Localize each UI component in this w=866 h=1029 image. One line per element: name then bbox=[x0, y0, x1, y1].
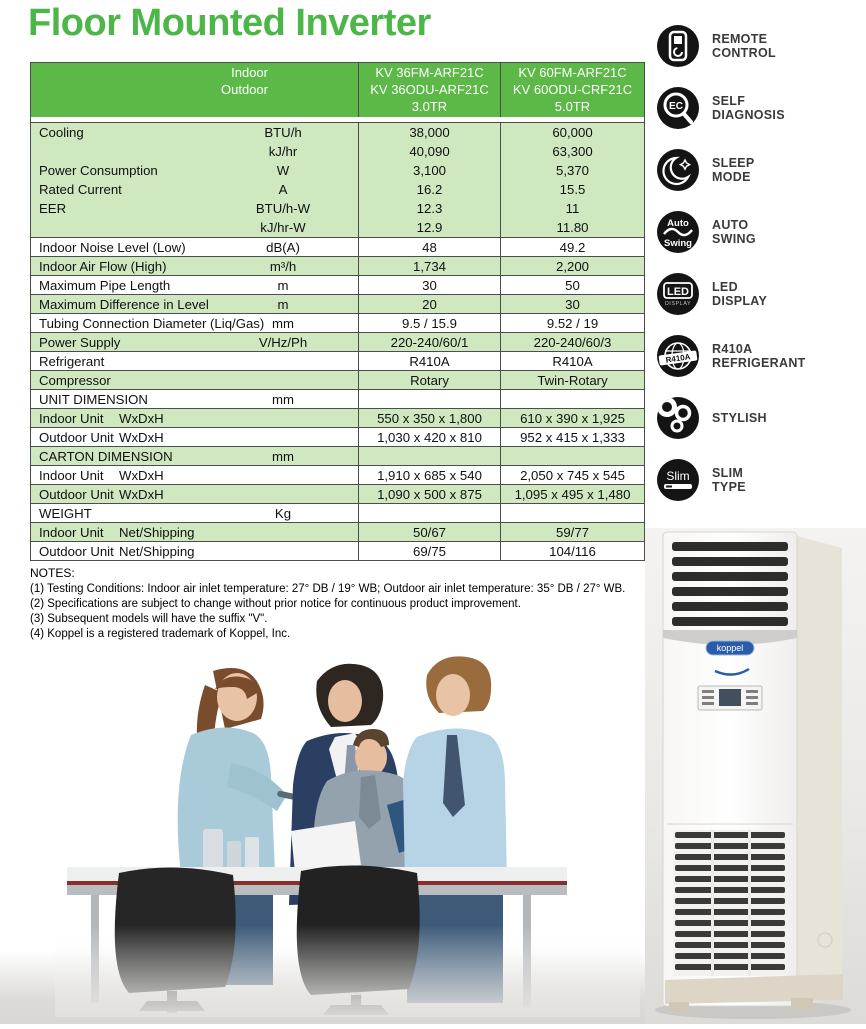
table-row bbox=[31, 142, 644, 161]
table-row bbox=[31, 427, 644, 446]
row-sublabel: Net/Shipping bbox=[119, 524, 195, 540]
row-value-model1: R410A bbox=[358, 352, 500, 370]
row-value-model1: 69/75 bbox=[358, 542, 500, 560]
control-panel bbox=[698, 686, 762, 710]
table-row bbox=[31, 332, 644, 351]
row-value-model2 bbox=[500, 390, 644, 408]
spec-table bbox=[30, 62, 645, 561]
svg-text:EC: EC bbox=[669, 101, 683, 112]
row-label-cell bbox=[31, 371, 358, 389]
row-label-cell bbox=[31, 447, 358, 465]
row-sublabel: WxDxH bbox=[119, 410, 164, 426]
row-label: Outdoor Unit bbox=[39, 543, 114, 559]
table-row bbox=[31, 199, 644, 218]
row-label-cell bbox=[31, 466, 358, 484]
row-unit: mm bbox=[272, 448, 294, 464]
row-label: Indoor Unit bbox=[39, 410, 104, 426]
row-value-model2: 220-240/60/3 bbox=[500, 333, 644, 351]
row-label: CARTON DIMENSION bbox=[39, 448, 173, 464]
row-label: EER bbox=[39, 201, 67, 216]
row-value-model2 bbox=[500, 504, 644, 522]
row-value-model2: 2,050 x 745 x 545 bbox=[500, 466, 644, 484]
row-label: Compressor bbox=[39, 372, 111, 388]
row-value-model2: 11.80 bbox=[500, 218, 644, 237]
feature-label: R410A REFRIGERANT bbox=[712, 342, 806, 370]
table-row bbox=[31, 256, 644, 275]
row-unit: dB(A) bbox=[266, 239, 300, 255]
row-value-model1: 12.3 bbox=[358, 199, 500, 218]
row-label-cell bbox=[31, 314, 358, 332]
row-label-cell bbox=[31, 199, 358, 218]
slim-type-icon bbox=[656, 458, 700, 502]
row-value-model2: 15.5 bbox=[500, 180, 644, 199]
row-sublabel: WxDxH bbox=[119, 429, 164, 445]
page-title: Floor Mounted Inverter bbox=[28, 2, 431, 44]
row-label: Indoor Unit bbox=[39, 524, 104, 540]
ac-unit-photo bbox=[645, 528, 866, 1024]
note-item: (3) Subsequent models will have the suffix "V". bbox=[30, 613, 268, 625]
row-label-cell bbox=[31, 485, 358, 503]
table-row bbox=[31, 275, 644, 294]
row-label-cell bbox=[31, 238, 358, 256]
row-value-model1 bbox=[358, 504, 500, 522]
people-photo bbox=[55, 645, 640, 1017]
row-sublabel: WxDxH bbox=[119, 486, 164, 502]
row-value-model2: 60,000 bbox=[500, 123, 644, 142]
row-label-cell bbox=[31, 295, 358, 313]
row-label-cell bbox=[31, 218, 358, 237]
row-label: Indoor Air Flow (High) bbox=[39, 258, 167, 274]
svg-text:Slim: Slim bbox=[666, 469, 690, 483]
row-value-model2: R410A bbox=[500, 352, 644, 370]
table-row bbox=[31, 503, 644, 522]
feature-remote-control bbox=[656, 24, 861, 68]
row-value-model2: 50 bbox=[500, 276, 644, 294]
row-value-model1: 30 bbox=[358, 276, 500, 294]
row-value-model2 bbox=[500, 447, 644, 465]
feature-self-diagnosis bbox=[656, 86, 861, 130]
row-unit: V/Hz/Ph bbox=[258, 334, 308, 350]
row-label: Maximum Pipe Length bbox=[39, 277, 171, 293]
table-row bbox=[31, 408, 644, 427]
model2-line: KV 60FM-ARF21C bbox=[518, 65, 627, 80]
row-label-cell bbox=[31, 123, 358, 142]
row-label-cell bbox=[31, 409, 358, 427]
row-value-model1: 38,000 bbox=[358, 123, 500, 142]
row-value-model1: 550 x 350 x 1,800 bbox=[358, 409, 500, 427]
table-body bbox=[31, 123, 644, 560]
feature-sleep-mode bbox=[656, 148, 861, 192]
model1-line: 3.0TR bbox=[411, 99, 448, 114]
model2-line: KV 60ODU-CRF21C bbox=[512, 82, 633, 97]
table-row bbox=[31, 123, 644, 142]
row-label: Refrigerant bbox=[39, 353, 105, 369]
led-display-icon bbox=[656, 272, 700, 316]
feature-sidebar bbox=[656, 24, 861, 520]
table-row bbox=[31, 218, 644, 237]
row-value-model1: Rotary bbox=[358, 371, 500, 389]
row-unit: W bbox=[276, 163, 290, 178]
table-row bbox=[31, 237, 644, 256]
notes-section bbox=[30, 566, 645, 642]
row-value-model2: Twin-Rotary bbox=[500, 371, 644, 389]
row-label-cell bbox=[31, 390, 358, 408]
note-item: (4) Koppel is a registered trademark of Koppel, Inc. bbox=[30, 628, 291, 640]
row-label: UNIT DIMENSION bbox=[39, 391, 148, 407]
row-label-cell bbox=[31, 161, 358, 180]
row-label: Power Consumption bbox=[39, 163, 158, 178]
feature-label: SELF DIAGNOSIS bbox=[712, 94, 785, 122]
row-label-cell bbox=[31, 523, 358, 541]
row-value-model1: 40,090 bbox=[358, 142, 500, 161]
row-label-cell bbox=[31, 257, 358, 275]
sleep-mode-icon bbox=[656, 148, 700, 192]
row-value-model2: 952 x 415 x 1,333 bbox=[500, 428, 644, 446]
row-value-model1: 1,910 x 685 x 540 bbox=[358, 466, 500, 484]
feature-label: SLEEP MODE bbox=[712, 156, 755, 184]
row-label: Power Supply bbox=[39, 334, 121, 350]
note-item: (1) Testing Conditions: Indoor air inlet temperature: 27° DB / 19° WB; Outdoor air inlet temperature: 35° DB / 27° WB. bbox=[30, 583, 626, 595]
row-value-model1: 1,030 x 420 x 810 bbox=[358, 428, 500, 446]
row-value-model1: 1,090 x 500 x 875 bbox=[358, 485, 500, 503]
self-diagnosis-icon bbox=[656, 86, 700, 130]
row-value-model2: 1,095 x 495 x 1,480 bbox=[500, 485, 644, 503]
row-label-cell bbox=[31, 276, 358, 294]
row-label-cell bbox=[31, 542, 358, 560]
row-label: Cooling bbox=[39, 125, 84, 140]
people-photo-illustration bbox=[55, 645, 640, 1017]
row-unit: A bbox=[278, 182, 288, 197]
row-label: Outdoor Unit bbox=[39, 429, 114, 445]
feature-slim-type bbox=[656, 458, 861, 502]
row-unit: BTU/h-W bbox=[255, 201, 311, 216]
row-label-cell bbox=[31, 333, 358, 351]
note-item: (2) Specifications are subject to change without prior notice for continuous product improvement. bbox=[30, 598, 521, 610]
row-label: WEIGHT bbox=[39, 505, 92, 521]
row-value-model1: 9.5 / 15.9 bbox=[358, 314, 500, 332]
feature-auto-swing bbox=[656, 210, 861, 254]
remote-control-icon bbox=[656, 24, 700, 68]
feature-label: LED DISPLAY bbox=[712, 280, 768, 308]
feature-label: SLIM TYPE bbox=[712, 466, 746, 494]
brand-text: koppel bbox=[716, 643, 744, 653]
header-model1-cell bbox=[358, 63, 500, 117]
row-label: Indoor Unit bbox=[39, 467, 104, 483]
table-row bbox=[31, 180, 644, 199]
row-unit: kJ/hr bbox=[268, 144, 298, 159]
row-sublabel: WxDxH bbox=[119, 467, 164, 483]
model1-line: KV 36ODU-ARF21C bbox=[370, 82, 489, 97]
row-sublabel: Net/Shipping bbox=[119, 543, 195, 559]
header-model2-cell bbox=[500, 63, 644, 117]
row-unit: m bbox=[277, 296, 289, 312]
row-value-model2: 5,370 bbox=[500, 161, 644, 180]
row-label-cell bbox=[31, 142, 358, 161]
row-label: Maximum Difference in Level bbox=[39, 296, 209, 312]
table-row bbox=[31, 465, 644, 484]
table-row bbox=[31, 294, 644, 313]
row-value-model2: 104/116 bbox=[500, 542, 644, 560]
row-unit: kJ/hr-W bbox=[260, 220, 306, 235]
table-header bbox=[31, 63, 644, 117]
row-label: Rated Current bbox=[39, 182, 122, 197]
row-unit: BTU/h bbox=[264, 125, 302, 140]
model2-line: 5.0TR bbox=[554, 99, 591, 114]
model1-line: KV 36FM-ARF21C bbox=[375, 65, 484, 80]
table-row bbox=[31, 313, 644, 332]
auto-swing-icon bbox=[656, 210, 700, 254]
row-unit: mm bbox=[272, 315, 294, 331]
notes-heading: NOTES: bbox=[30, 566, 75, 580]
table-row bbox=[31, 484, 644, 503]
row-value-model1 bbox=[358, 447, 500, 465]
row-value-model2: 11 bbox=[500, 199, 644, 218]
row-label: Tubing Connection Diameter (Liq/Gas) bbox=[39, 315, 265, 331]
row-label-cell bbox=[31, 180, 358, 199]
row-value-model1: 1,734 bbox=[358, 257, 500, 275]
stylish-icon bbox=[656, 396, 700, 440]
table-row bbox=[31, 541, 644, 560]
r410a-refrigerant-icon bbox=[656, 334, 700, 378]
feature-r410a-refrigerant bbox=[656, 334, 861, 378]
row-value-model1 bbox=[358, 390, 500, 408]
feature-led-display bbox=[656, 272, 861, 316]
row-label-cell bbox=[31, 428, 358, 446]
row-value-model1: 220-240/60/1 bbox=[358, 333, 500, 351]
table-row bbox=[31, 161, 644, 180]
feature-label: STYLISH bbox=[712, 411, 767, 425]
row-value-model2: 63,300 bbox=[500, 142, 644, 161]
svg-text:Swing: Swing bbox=[664, 238, 692, 249]
bottom-grille bbox=[673, 830, 787, 976]
header-side-line: Indoor bbox=[231, 65, 268, 80]
row-value-model1: 48 bbox=[358, 238, 500, 256]
row-value-model2: 2,200 bbox=[500, 257, 644, 275]
row-unit: Kg bbox=[274, 505, 292, 521]
svg-text:LED: LED bbox=[667, 286, 689, 298]
row-unit: mm bbox=[272, 391, 294, 407]
row-unit: m³/h bbox=[269, 258, 297, 274]
table-row bbox=[31, 389, 644, 408]
row-label-cell bbox=[31, 504, 358, 522]
svg-text:R410A: R410A bbox=[665, 352, 692, 365]
row-value-model2: 30 bbox=[500, 295, 644, 313]
feature-label: AUTO SWING bbox=[712, 218, 756, 246]
row-value-model2: 610 x 390 x 1,925 bbox=[500, 409, 644, 427]
header-side-cell bbox=[31, 63, 358, 117]
svg-text:DISPLAY: DISPLAY bbox=[664, 301, 692, 307]
header-side-line: Outdoor bbox=[221, 82, 268, 97]
row-value-model1: 3,100 bbox=[358, 161, 500, 180]
feature-label: REMOTE CONTROL bbox=[712, 32, 776, 60]
row-value-model1: 12.9 bbox=[358, 218, 500, 237]
row-label-cell bbox=[31, 352, 358, 370]
row-value-model1: 50/67 bbox=[358, 523, 500, 541]
row-value-model1: 20 bbox=[358, 295, 500, 313]
row-value-model1: 16.2 bbox=[358, 180, 500, 199]
table-row bbox=[31, 446, 644, 465]
brand-badge bbox=[706, 641, 754, 655]
feature-stylish bbox=[656, 396, 861, 440]
row-value-model2: 49.2 bbox=[500, 238, 644, 256]
row-value-model2: 59/77 bbox=[500, 523, 644, 541]
row-label: Outdoor Unit bbox=[39, 486, 114, 502]
row-value-model2: 9.52 / 19 bbox=[500, 314, 644, 332]
row-label: Indoor Noise Level (Low) bbox=[39, 239, 186, 255]
row-unit: m bbox=[277, 277, 289, 293]
ac-unit-illustration bbox=[645, 528, 866, 1024]
svg-text:Auto: Auto bbox=[667, 218, 689, 229]
table-row bbox=[31, 351, 644, 370]
table-row bbox=[31, 370, 644, 389]
table-row bbox=[31, 522, 644, 541]
